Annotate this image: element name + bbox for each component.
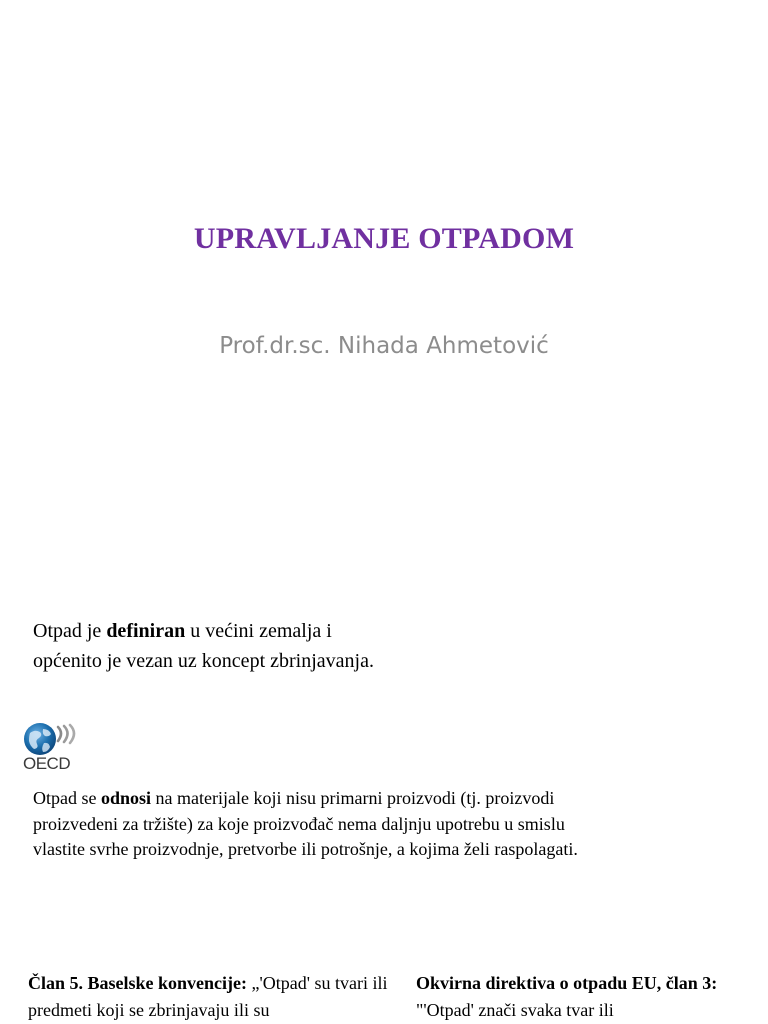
slide-title: UPRAVLJANJE OTPADOM bbox=[193, 222, 575, 255]
oecd-def-bold-word: odnosi bbox=[100, 788, 152, 808]
eu-directive-paragraph bbox=[416, 970, 756, 1024]
intro-bold-word: definiran bbox=[106, 620, 186, 642]
basel-text: „'Otpad' su tvari ili predmeti koji se zbrinjavaju ili su bbox=[28, 973, 388, 1020]
eu-directive-heading: Okvirna direktiva o otpadu EU, član 3: bbox=[416, 973, 718, 993]
slide-subtitle-author: Prof.dr.sc. Nihada Ahmetović bbox=[219, 333, 549, 359]
basel-heading: Član 5. Baselske konvencije: bbox=[28, 973, 248, 993]
oecd-def-text-start: Otpad se bbox=[33, 788, 101, 808]
oecd-def-text-end: na materijale koji nisu primarni proizvodi (tj. proizvodi proizvedeni za tržište) za koje proizvođač nema daljnju upotrebu u smislu vlastite svrhe proizvodnje, pretvorbe ili potrošnje, a kojima želi raspolagati. bbox=[33, 788, 578, 859]
oecd-definition-paragraph bbox=[33, 786, 593, 863]
eu-directive-text: "'Otpad' znači svaka tvar ili bbox=[416, 1000, 614, 1020]
intro-text-end: u većini zemalja i bbox=[185, 620, 332, 642]
intro-text-line2: općenito je vezan uz koncept zbrinjavanja. bbox=[33, 650, 374, 672]
intro-paragraph bbox=[33, 616, 453, 676]
oecd-logo-text: OECD bbox=[23, 754, 71, 773]
basel-convention-paragraph bbox=[28, 970, 398, 1024]
intro-text-start: Otpad je bbox=[33, 620, 107, 642]
